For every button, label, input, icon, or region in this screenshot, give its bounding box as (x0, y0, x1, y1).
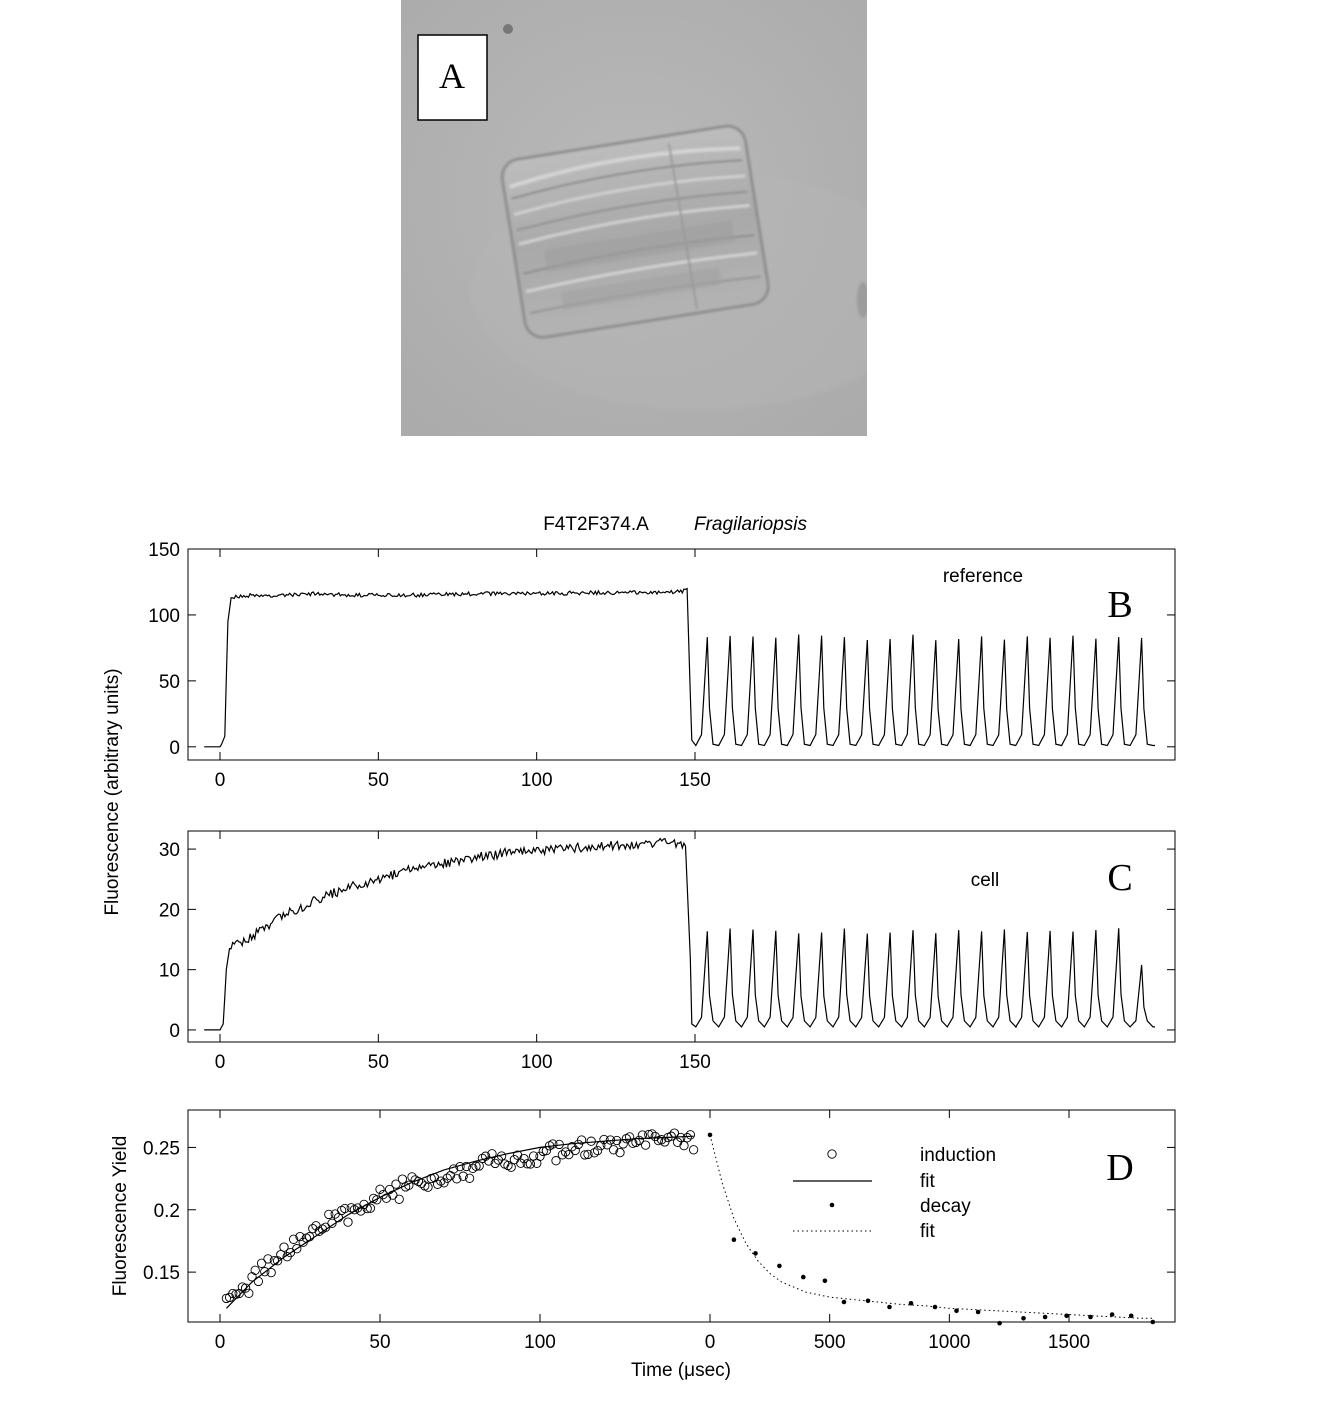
decay-point (976, 1310, 981, 1315)
decay-point (909, 1301, 914, 1306)
y-tick-label: 20 (158, 900, 180, 922)
decay-point (777, 1264, 782, 1269)
y-tick-label: 0 (169, 1020, 180, 1042)
decay-point (1064, 1314, 1069, 1319)
y-tick-label: 100 (148, 605, 180, 627)
decay-point (933, 1305, 938, 1310)
decay-point (954, 1309, 959, 1314)
induction-point (331, 1210, 339, 1218)
induction-point (251, 1266, 259, 1274)
x-tick-label: 50 (367, 1052, 389, 1073)
decay-point (1129, 1314, 1134, 1319)
shared-y-axis-label: Fluorescence (arbitrary units) (102, 668, 123, 916)
x-tick-label: 150 (679, 770, 711, 791)
y-tick-label: 0.25 (143, 1138, 180, 1160)
x-tick-label: 0 (214, 1332, 226, 1353)
panel-b-frame (188, 549, 1175, 760)
induction-point (398, 1175, 406, 1183)
legend-label: induction (920, 1145, 997, 1166)
induction-point (337, 1206, 345, 1214)
x-tick-label: 1500 (1047, 1332, 1091, 1353)
y-tick-label: 10 (158, 960, 180, 982)
legend-label: fit (920, 1221, 935, 1242)
panel-b-chart (148, 540, 1175, 791)
x-tick-label: 50 (367, 770, 389, 791)
decay-point (753, 1251, 758, 1256)
induction-point (395, 1195, 403, 1203)
induction-point (587, 1137, 595, 1145)
decay-point (1043, 1315, 1048, 1320)
x-tick-label: 100 (520, 1052, 553, 1073)
y-tick-label: 50 (158, 671, 180, 693)
y-tick-label: 150 (148, 540, 180, 561)
induction-point (641, 1141, 649, 1149)
figure-title-id: F4T2F374.A (543, 514, 649, 535)
y-tick-label: 0.2 (153, 1200, 180, 1222)
x-tick-label: 0 (214, 1052, 226, 1073)
figure-title-species: Fragilariopsis (694, 514, 807, 535)
panel-b-label: B (1107, 584, 1133, 626)
y-tick-label: 30 (158, 840, 180, 862)
legend-label: fit (920, 1171, 935, 1192)
induction-point (344, 1218, 352, 1226)
x-tick-label: 0 (704, 1332, 716, 1353)
legend-label: decay (920, 1196, 971, 1217)
induction-point (424, 1183, 432, 1191)
x-tick-label: 100 (524, 1332, 556, 1353)
x-tick-label: 50 (369, 1332, 391, 1353)
decay-point (732, 1237, 737, 1242)
series-line (204, 839, 1155, 1030)
decay-point (1151, 1320, 1156, 1325)
decay-point (866, 1299, 871, 1304)
decay-point (887, 1305, 892, 1310)
x-tick-label: 0 (214, 770, 226, 791)
panel-c-annotation: cell (970, 870, 1000, 891)
panel-d-chart (110, 1110, 1175, 1381)
induction-point (673, 1138, 681, 1146)
legend-decay-marker (830, 1203, 835, 1208)
induction-point (680, 1141, 688, 1149)
decay-point (823, 1279, 828, 1284)
decay-point (708, 1133, 713, 1138)
decay-point (801, 1275, 806, 1280)
decay-point (997, 1321, 1002, 1326)
panel-a-label: A (439, 56, 465, 96)
legend-induction-marker (828, 1150, 836, 1158)
x-tick-label: 100 (520, 770, 553, 791)
induction-point (507, 1163, 515, 1171)
induction-point (254, 1277, 262, 1285)
x-tick-label: 1000 (928, 1332, 971, 1353)
panel-d-label: D (1106, 1147, 1134, 1189)
x-tick-label: 150 (679, 1052, 711, 1073)
decay-point (1088, 1315, 1093, 1320)
panel-c-label: C (1107, 857, 1133, 899)
x-axis-label: Time (μsec) (631, 1360, 731, 1381)
y-axis-label: Fluorescence Yield (110, 1135, 131, 1297)
decay-point (1021, 1316, 1026, 1321)
panel-a-label-box (418, 35, 487, 120)
panel-c-chart (159, 831, 1175, 1073)
decay-point (842, 1300, 847, 1305)
y-tick-label: 0.15 (143, 1263, 180, 1285)
panel-b-annotation: reference (942, 566, 1024, 587)
y-tick-label: 0 (169, 737, 180, 759)
x-tick-label: 500 (813, 1332, 846, 1353)
series-line (204, 589, 1155, 747)
induction-point (689, 1146, 697, 1154)
decay-point (1110, 1312, 1115, 1317)
